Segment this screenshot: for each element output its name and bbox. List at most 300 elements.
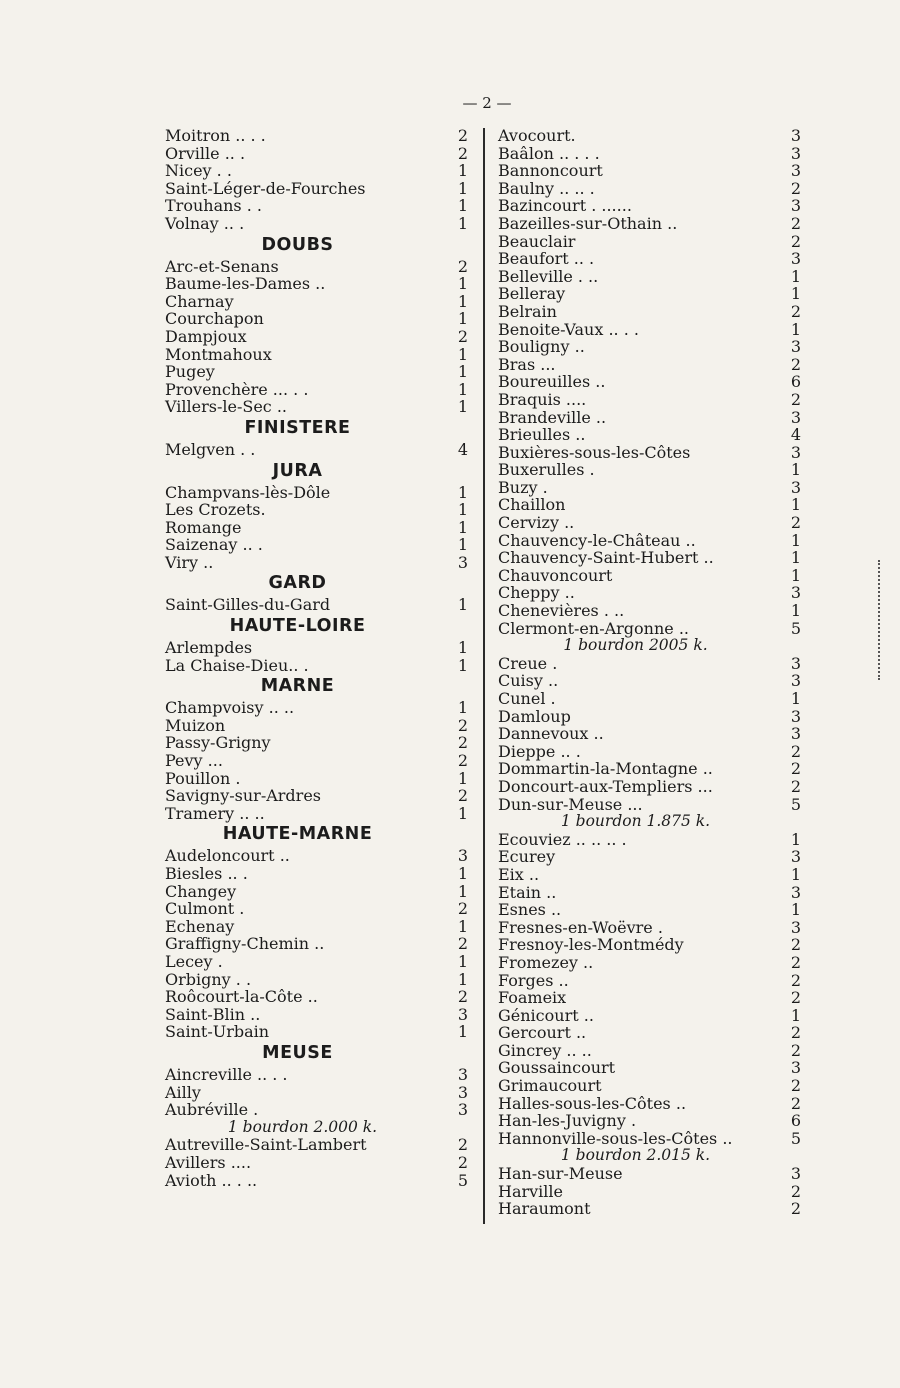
bell-count: 1 (790, 689, 802, 708)
commune-row (165, 398, 470, 416)
commune-row (165, 1066, 470, 1084)
commune-name: Han-les-Juvigny . (498, 1111, 637, 1131)
commune-name: Dannevoux .. (498, 724, 604, 744)
commune-name: Braquis .... (498, 389, 587, 409)
commune-row (165, 162, 470, 180)
commune-row (165, 145, 470, 163)
bell-count: 3 (790, 583, 802, 603)
commune-name: Dieppe .. . (498, 741, 581, 761)
bell-count: 1 (457, 161, 469, 181)
commune-row (498, 884, 803, 902)
commune-row (498, 479, 803, 497)
commune-row (165, 639, 470, 657)
commune-name: Roôcourt-la-Côte .. (165, 987, 318, 1007)
bell-count: 2 (790, 1093, 802, 1113)
bell-count: 3 (790, 143, 802, 163)
bell-count: 2 (790, 988, 802, 1008)
bell-count: 2 (790, 1023, 802, 1043)
commune-row (165, 918, 470, 936)
commune-name: Changey (165, 881, 237, 901)
commune-row (165, 501, 470, 519)
commune-name: Fromezey .. (498, 952, 594, 972)
bell-count: 1 (790, 864, 802, 884)
bell-count: 2 (790, 1040, 802, 1060)
page-edge-mark (878, 560, 894, 680)
bell-count: 1 (457, 881, 469, 901)
bell-count: 3 (790, 706, 802, 726)
commune-name: Orville .. . (165, 143, 246, 163)
bell-count: 5 (457, 1170, 469, 1190)
commune-row (498, 549, 803, 567)
bell-count: 3 (790, 337, 802, 357)
bell-count: 1 (457, 291, 469, 311)
bell-count: 3 (790, 249, 802, 269)
bell-count: 3 (790, 477, 802, 497)
commune-name: Romange (165, 517, 242, 537)
commune-row (498, 461, 803, 479)
commune-row (498, 655, 803, 673)
bourdon-note: 1 bourdon 2005 k. (563, 636, 708, 655)
bell-count: 3 (790, 442, 802, 462)
commune-row (165, 717, 470, 735)
bell-count: 3 (790, 724, 802, 744)
commune-row (498, 233, 803, 251)
bell-count: 2 (790, 178, 802, 198)
bourdon-note: 1 bourdon 1.875 k. (560, 812, 711, 831)
commune-row (498, 496, 803, 514)
commune-row (165, 275, 470, 293)
commune-name: Goussaincourt (498, 1058, 616, 1078)
commune-row (165, 805, 470, 823)
bell-count: 1 (457, 274, 469, 294)
commune-name: Buxières-sous-les-Côtes (498, 442, 691, 462)
commune-row (498, 268, 803, 286)
commune-row (498, 796, 803, 814)
commune-row (498, 690, 803, 708)
commune-row (165, 657, 470, 675)
department-heading: MARNE (260, 676, 335, 697)
bourdon-note: 1 bourdon 2.015 k. (560, 1146, 711, 1165)
commune-row (165, 554, 470, 572)
commune-row (498, 180, 803, 198)
left-column (165, 127, 470, 1189)
bell-count: 1 (790, 548, 802, 568)
commune-row (165, 935, 470, 953)
bell-count: 1 (790, 319, 802, 339)
commune-name: Arlempdes (165, 638, 253, 658)
commune-row (165, 180, 470, 198)
commune-row (498, 989, 803, 1007)
commune-name: Halles-sous-les-Côtes .. (498, 1093, 687, 1113)
bell-count: 1 (457, 951, 469, 971)
bell-count: 1 (790, 266, 802, 286)
commune-name: Baulny .. .. . (498, 178, 595, 198)
commune-name: Saint-Urbain (165, 1022, 270, 1042)
commune-name: Chauvoncourt (498, 565, 613, 585)
commune-name: Buzy . (498, 477, 548, 497)
commune-name: Nicey . . (165, 161, 232, 181)
bell-count: 1 (457, 535, 469, 555)
bell-count: 2 (457, 715, 469, 735)
commune-name: Benoite-Vaux .. . . (498, 319, 639, 339)
commune-name: Les Crozets. (165, 500, 266, 520)
bell-count: 2 (457, 751, 469, 771)
commune-row (498, 972, 803, 990)
bell-count: 1 (457, 482, 469, 502)
commune-name: Bazeilles-sur-Othain .. (498, 213, 678, 233)
commune-row (165, 900, 470, 918)
commune-name: Dommartin-la-Montagne .. (498, 759, 713, 779)
commune-row (165, 1006, 470, 1024)
commune-row (498, 285, 803, 303)
bell-count: 3 (790, 196, 802, 216)
commune-row (498, 901, 803, 919)
bell-count: 3 (790, 882, 802, 902)
bell-count: 1 (790, 601, 802, 621)
commune-name: Eix .. (498, 864, 540, 884)
bell-count: 1 (790, 460, 802, 480)
commune-row (498, 162, 803, 180)
commune-name: Pevy ... (165, 751, 223, 771)
commune-row (498, 567, 803, 585)
commune-name: Savigny-sur-Ardres (165, 786, 321, 806)
commune-row (165, 865, 470, 883)
commune-row (498, 1183, 803, 1201)
commune-name: Viry .. (165, 552, 214, 572)
bell-count: 3 (457, 1100, 469, 1120)
commune-row (165, 1154, 470, 1172)
commune-name: Brandeville .. (498, 407, 607, 427)
bell-count: 2 (457, 1135, 469, 1155)
bell-count: 2 (790, 1199, 802, 1219)
commune-name: Provenchère ... . . (165, 379, 309, 399)
bell-count: 3 (790, 126, 802, 145)
commune-row (165, 310, 470, 328)
commune-row (498, 620, 803, 638)
commune-name: Foameix (498, 988, 567, 1008)
commune-row (498, 602, 803, 620)
bell-count: 3 (457, 1004, 469, 1024)
department-heading: GARD (268, 573, 327, 594)
bell-count: 2 (790, 741, 802, 761)
commune-name: Gincrey .. .. (498, 1040, 592, 1060)
commune-name: Creue . (498, 653, 558, 673)
commune-name: Autreville-Saint-Lambert (165, 1135, 367, 1155)
page-number: — 2 — (462, 94, 512, 112)
commune-name: Cheppy .. (498, 583, 575, 603)
commune-row (165, 127, 470, 145)
bell-count: 2 (457, 1152, 469, 1172)
bell-count: 1 (457, 213, 469, 233)
bell-count: 4 (790, 425, 802, 445)
commune-name: Esnes .. (498, 900, 562, 920)
bell-count: 2 (790, 1181, 802, 1201)
commune-row (498, 760, 803, 778)
commune-row (498, 1095, 803, 1113)
commune-name: Bannoncourt (498, 161, 603, 181)
bell-count: 2 (457, 143, 469, 163)
commune-row (498, 145, 803, 163)
commune-name: Saizenay .. . (165, 535, 263, 555)
bell-count: 3 (790, 1058, 802, 1078)
bell-count: 1 (457, 178, 469, 198)
commune-name: Saint-Léger-de-Fourches (165, 178, 366, 198)
commune-row (165, 346, 470, 364)
commune-name: Passy-Grigny (165, 733, 271, 753)
commune-row (498, 584, 803, 602)
commune-row (165, 596, 470, 614)
commune-name: Muizon (165, 715, 226, 735)
commune-name: Ecurey (498, 847, 556, 867)
bell-count: 1 (457, 1022, 469, 1042)
commune-row (498, 444, 803, 462)
commune-row (498, 250, 803, 268)
commune-row (498, 1112, 803, 1130)
commune-row (498, 373, 803, 391)
commune-name: Baume-les-Dames .. (165, 274, 326, 294)
bell-count: 3 (790, 1164, 802, 1184)
commune-name: Ecouviez .. .. .. . (498, 829, 627, 849)
commune-name: Cervizy .. (498, 513, 575, 533)
commune-name: Buxerulles . (498, 460, 595, 480)
commune-row (498, 1059, 803, 1077)
commune-name: Haraumont (498, 1199, 591, 1219)
commune-name: La Chaise-Dieu.. . (165, 655, 309, 675)
bell-count: 3 (790, 407, 802, 427)
bell-count: 1 (457, 768, 469, 788)
commune-name: Clermont-en-Argonne .. (498, 618, 690, 638)
bell-count: 2 (457, 899, 469, 919)
commune-name: Arc-et-Senans (165, 256, 279, 276)
commune-row (498, 743, 803, 761)
commune-row (165, 363, 470, 381)
commune-row (498, 672, 803, 690)
commune-name: Champvans-lès-Dôle (165, 482, 331, 502)
commune-name: Ailly (165, 1082, 201, 1102)
commune-name: Aincreville .. . . (165, 1064, 288, 1084)
commune-row (498, 831, 803, 849)
commune-row (165, 258, 470, 276)
commune-name: Volnay .. . (165, 213, 245, 233)
commune-row (498, 1007, 803, 1025)
commune-name: Boureuilles .. (498, 372, 606, 392)
bourdon-note: 1 bourdon 2.000 k. (227, 1117, 378, 1136)
commune-name: Lecey . (165, 951, 223, 971)
commune-row (165, 381, 470, 399)
commune-name: Dampjoux (165, 326, 247, 346)
bell-count: 1 (457, 397, 469, 417)
commune-name: Beauclair (498, 231, 576, 251)
commune-name: Bazincourt . ...... (498, 196, 632, 216)
commune-name: Génicourt .. (498, 1005, 594, 1025)
commune-name: Avioth .. . .. (165, 1170, 258, 1190)
commune-name: Chauvency-le-Château .. (498, 530, 696, 550)
commune-name: Baâlon .. . . . (498, 143, 600, 163)
bell-count: 2 (790, 952, 802, 972)
commune-name: Hannonville-sous-les-Côtes .. (498, 1128, 733, 1148)
commune-row (498, 127, 803, 145)
bell-count: 2 (790, 776, 802, 796)
commune-name: Echenay (165, 916, 235, 936)
commune-row (165, 519, 470, 537)
bell-count: 1 (457, 362, 469, 382)
bell-count: 2 (790, 970, 802, 990)
commune-name: Han-sur-Meuse (498, 1164, 623, 1184)
department-heading: JURA (272, 460, 323, 481)
commune-row (165, 770, 470, 788)
commune-row (498, 954, 803, 972)
bell-count: 2 (457, 786, 469, 806)
commune-name: Courchapon (165, 309, 264, 329)
bell-count: 1 (790, 565, 802, 585)
bell-count: 2 (790, 935, 802, 955)
commune-row (498, 215, 803, 233)
bell-count: 1 (457, 344, 469, 364)
bell-count: 1 (457, 864, 469, 883)
commune-row (498, 409, 803, 427)
bell-count: 5 (790, 618, 802, 638)
commune-row (165, 752, 470, 770)
commune-name: Culmont . (165, 899, 245, 919)
commune-row (165, 787, 470, 805)
bell-count: 2 (790, 301, 802, 321)
commune-row (498, 1024, 803, 1042)
bell-count: 2 (457, 987, 469, 1007)
bell-count: 2 (457, 126, 469, 145)
commune-name: Dun-sur-Meuse ... (498, 794, 643, 814)
commune-name: Avocourt. (498, 126, 576, 145)
department-heading: DOUBS (261, 234, 334, 255)
commune-name: Bouligny .. (498, 337, 585, 357)
commune-row (498, 197, 803, 215)
commune-name: Damloup (498, 706, 571, 726)
commune-name: Saint-Blin .. (165, 1004, 261, 1024)
right-column (498, 127, 803, 1218)
commune-name: Doncourt-aux-Templiers ... (498, 776, 713, 796)
bell-count: 3 (790, 161, 802, 181)
bell-count: 2 (790, 1076, 802, 1096)
bell-count: 6 (790, 1111, 802, 1131)
commune-row (498, 866, 803, 884)
commune-name: Moitron .. . . (165, 126, 266, 145)
commune-name: Belleville . .. (498, 266, 599, 286)
commune-row (165, 847, 470, 865)
bell-count: 1 (457, 500, 469, 520)
commune-row (165, 883, 470, 901)
commune-row (498, 532, 803, 550)
commune-name: Montmahoux (165, 344, 272, 364)
bell-count: 1 (457, 969, 469, 989)
commune-name: Trouhans . . (165, 196, 262, 216)
commune-row (165, 328, 470, 346)
bell-count: 1 (457, 309, 469, 329)
bell-count: 1 (790, 829, 802, 849)
commune-row (498, 426, 803, 444)
bell-count: 2 (790, 759, 802, 779)
commune-row (165, 484, 470, 502)
commune-row (498, 303, 803, 321)
commune-row (498, 338, 803, 356)
commune-name: Villers-le-Sec .. (165, 397, 287, 417)
bell-count: 2 (790, 389, 802, 409)
bell-count: 3 (790, 671, 802, 691)
commune-name: Cuisy .. (498, 671, 559, 691)
commune-row (165, 441, 470, 459)
commune-name: Grimaucourt (498, 1076, 602, 1096)
bell-count: 3 (457, 1082, 469, 1102)
bell-count: 2 (790, 231, 802, 251)
bell-count: 1 (790, 900, 802, 920)
bell-count: 1 (790, 530, 802, 550)
bell-count: 1 (457, 595, 469, 615)
commune-row (498, 1042, 803, 1060)
commune-name: Biesles .. . (165, 864, 248, 883)
commune-name: Pouillon . (165, 768, 241, 788)
department-heading: FINISTERE (244, 417, 351, 438)
commune-row (165, 953, 470, 971)
commune-row (498, 1130, 803, 1148)
bell-count: 1 (457, 698, 469, 718)
bell-count: 1 (790, 1005, 802, 1025)
commune-row (498, 1077, 803, 1095)
bell-count: 3 (790, 917, 802, 937)
commune-row (165, 197, 470, 215)
bell-count: 3 (790, 847, 802, 867)
commune-name: Aubréville . (165, 1100, 259, 1120)
commune-row (498, 1200, 803, 1218)
commune-name: Charnay (165, 291, 234, 311)
commune-row (498, 391, 803, 409)
bell-count: 2 (457, 934, 469, 954)
commune-row (165, 293, 470, 311)
commune-row (498, 1165, 803, 1183)
bell-count: 1 (457, 803, 469, 823)
commune-row (498, 708, 803, 726)
commune-row (498, 848, 803, 866)
bell-count: 1 (457, 517, 469, 537)
commune-row (165, 699, 470, 717)
bell-count: 2 (790, 513, 802, 533)
bell-count: 1 (457, 916, 469, 936)
commune-row (498, 514, 803, 532)
commune-name: Brieulles .. (498, 425, 586, 445)
commune-name: Chenevières . .. (498, 601, 625, 621)
bell-count: 6 (790, 372, 802, 392)
department-heading: MEUSE (262, 1042, 333, 1063)
commune-row (165, 1136, 470, 1154)
bell-count: 2 (457, 733, 469, 753)
bell-count: 3 (457, 846, 469, 866)
commune-name: Gercourt .. (498, 1023, 587, 1043)
commune-row (165, 215, 470, 233)
commune-row (498, 356, 803, 374)
commune-name: Graffigny-Chemin .. (165, 934, 325, 954)
department-heading: HAUTE-MARNE (222, 824, 373, 845)
commune-row (165, 1172, 470, 1190)
commune-row (165, 971, 470, 989)
commune-name: Saint-Gilles-du-Gard (165, 595, 331, 615)
commune-name: Pugey (165, 362, 215, 382)
bell-count: 4 (457, 439, 469, 459)
bell-count: 2 (457, 256, 469, 276)
commune-row (498, 936, 803, 954)
commune-name: Forges .. (498, 970, 569, 990)
commune-name: Melgven . . (165, 439, 256, 459)
commune-name: Audeloncourt .. (165, 846, 290, 866)
commune-name: Orbigny . . (165, 969, 252, 989)
bell-count: 2 (457, 326, 469, 346)
bell-count: 1 (457, 655, 469, 675)
